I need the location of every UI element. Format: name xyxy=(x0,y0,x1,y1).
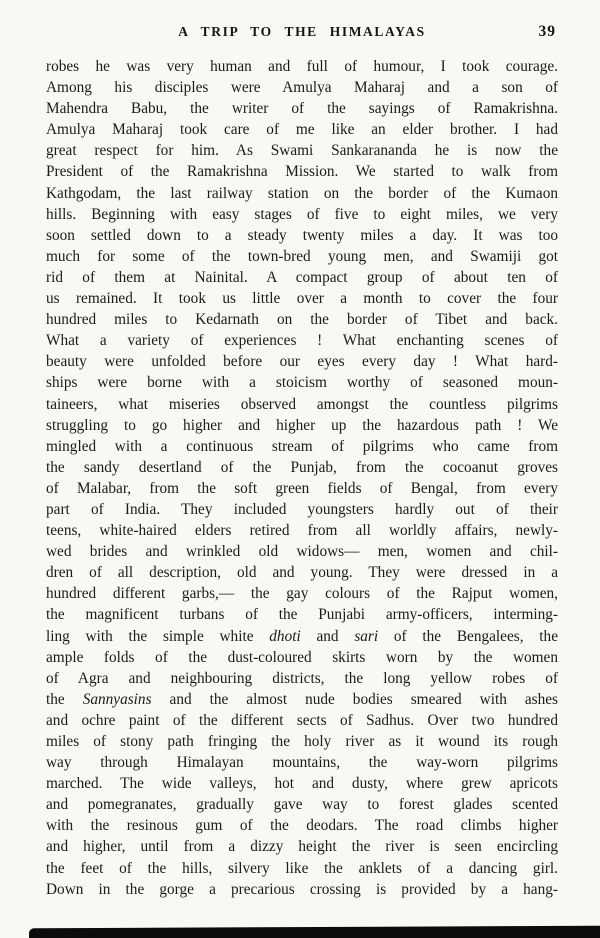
text-line: the Sannyasins and the almost nude bodies smeared with ashes xyxy=(46,690,558,708)
text-line: part of India. They included youngsters hardly out of their xyxy=(46,500,558,518)
text-line: miles of stony path fringing the holy river as it wound its rough xyxy=(46,733,558,750)
running-head: A TRIP TO THE HIMALAYAS xyxy=(178,24,426,39)
text-line: hundred different garbs,— the gay colours of the Rajput women, xyxy=(46,585,558,603)
text-line: and higher, until from a dizzy height the river is seen encircling xyxy=(46,838,558,856)
text-line: Down in the gorge a precarious crossing is provided by a hang- xyxy=(46,880,558,898)
page-header xyxy=(46,24,558,46)
text-line: and pomegranates, gradually gave way to forest glades scented xyxy=(46,796,558,814)
text-line: ample folds of the dust-coloured skirts worn by the women xyxy=(46,648,558,666)
text-line: the sandy desertland of the Punjab, from the cocoanut groves xyxy=(46,458,558,476)
text-line: beauty were unfolded before our eyes every day ! What hard- xyxy=(46,353,558,371)
scan-edge-artifact xyxy=(29,926,600,938)
text-line: ling with the simple white dhoti and sari of the Bengalees, the xyxy=(46,627,558,645)
page-body xyxy=(46,56,558,900)
text-line: President of the Ramakrishna Mission. We started to walk from xyxy=(46,163,558,181)
text-line: much for some of the town-bred young men, and Swamiji got xyxy=(46,247,558,265)
text-line: Kathgodam, the last railway station on the border of the Kumaon xyxy=(46,184,558,202)
text-line: with the resinous gum of the deodars. The road climbs higher xyxy=(46,817,558,835)
text-line: of Agra and neighbouring districts, the long yellow robes of xyxy=(46,669,558,687)
text-line: great respect for him. As Swami Sankarananda he is now the xyxy=(46,142,558,160)
text-line: taineers, what miseries observed amongst the countless pilgrims xyxy=(46,395,558,413)
text-line: robes he was very human and full of humour, I took courage. xyxy=(46,58,558,75)
text-line: way through Himalayan mountains, the way-worn pilgrims xyxy=(46,754,558,772)
text-line: Mahendra Babu, the writer of the sayings of Ramakrishna. xyxy=(46,100,558,118)
text-line: Amulya Maharaj took care of me like an elder brother. I had xyxy=(46,121,558,139)
text-line: rid of them at Nainital. A compact group of about ten of xyxy=(46,268,558,286)
text-line: What a variety of experiences ! What enchanting scenes of xyxy=(46,332,558,350)
text-line: soon settled down to a steady twenty miles a day. It was too xyxy=(46,226,558,244)
text-line: Among his disciples were Amulya Maharaj and a son of xyxy=(46,79,558,97)
text-line: the magnificent turbans of the Punjabi army-officers, interming- xyxy=(46,606,558,624)
text-line: of Malabar, from the soft green fields of Bengal, from every xyxy=(46,479,558,497)
text-line: ships were borne with a stoicism worthy of seasoned moun- xyxy=(46,374,558,392)
text-line: marched. The wide valleys, hot and dusty, where grew apricots xyxy=(46,775,558,793)
text-line: hundred miles to Kedarnath on the border of Tibet and back. xyxy=(46,311,558,329)
text-line: us remained. It took us little over a month to cover the four xyxy=(46,290,558,308)
text-line: and ochre paint of the different sects of Sadhus. Over two hundred xyxy=(46,711,558,729)
text-line: wed brides and wrinkled old widows— men, women and chil- xyxy=(46,543,558,561)
text-line: mingled with a continuous stream of pilgrims who came from xyxy=(46,437,558,455)
text-line: teens, white-haired elders retired from all worldly affairs, newly- xyxy=(46,522,558,540)
page-number: 39 xyxy=(538,23,556,40)
text-line: dren of all description, old and young. They were dressed in a xyxy=(46,564,558,582)
text-line: hills. Beginning with easy stages of five to eight miles, we very xyxy=(46,205,558,223)
text-line: the feet of the hills, silvery like the anklets of a dancing girl. xyxy=(46,859,558,877)
text-line: struggling to go higher and higher up the hazardous path ! We xyxy=(46,416,558,434)
